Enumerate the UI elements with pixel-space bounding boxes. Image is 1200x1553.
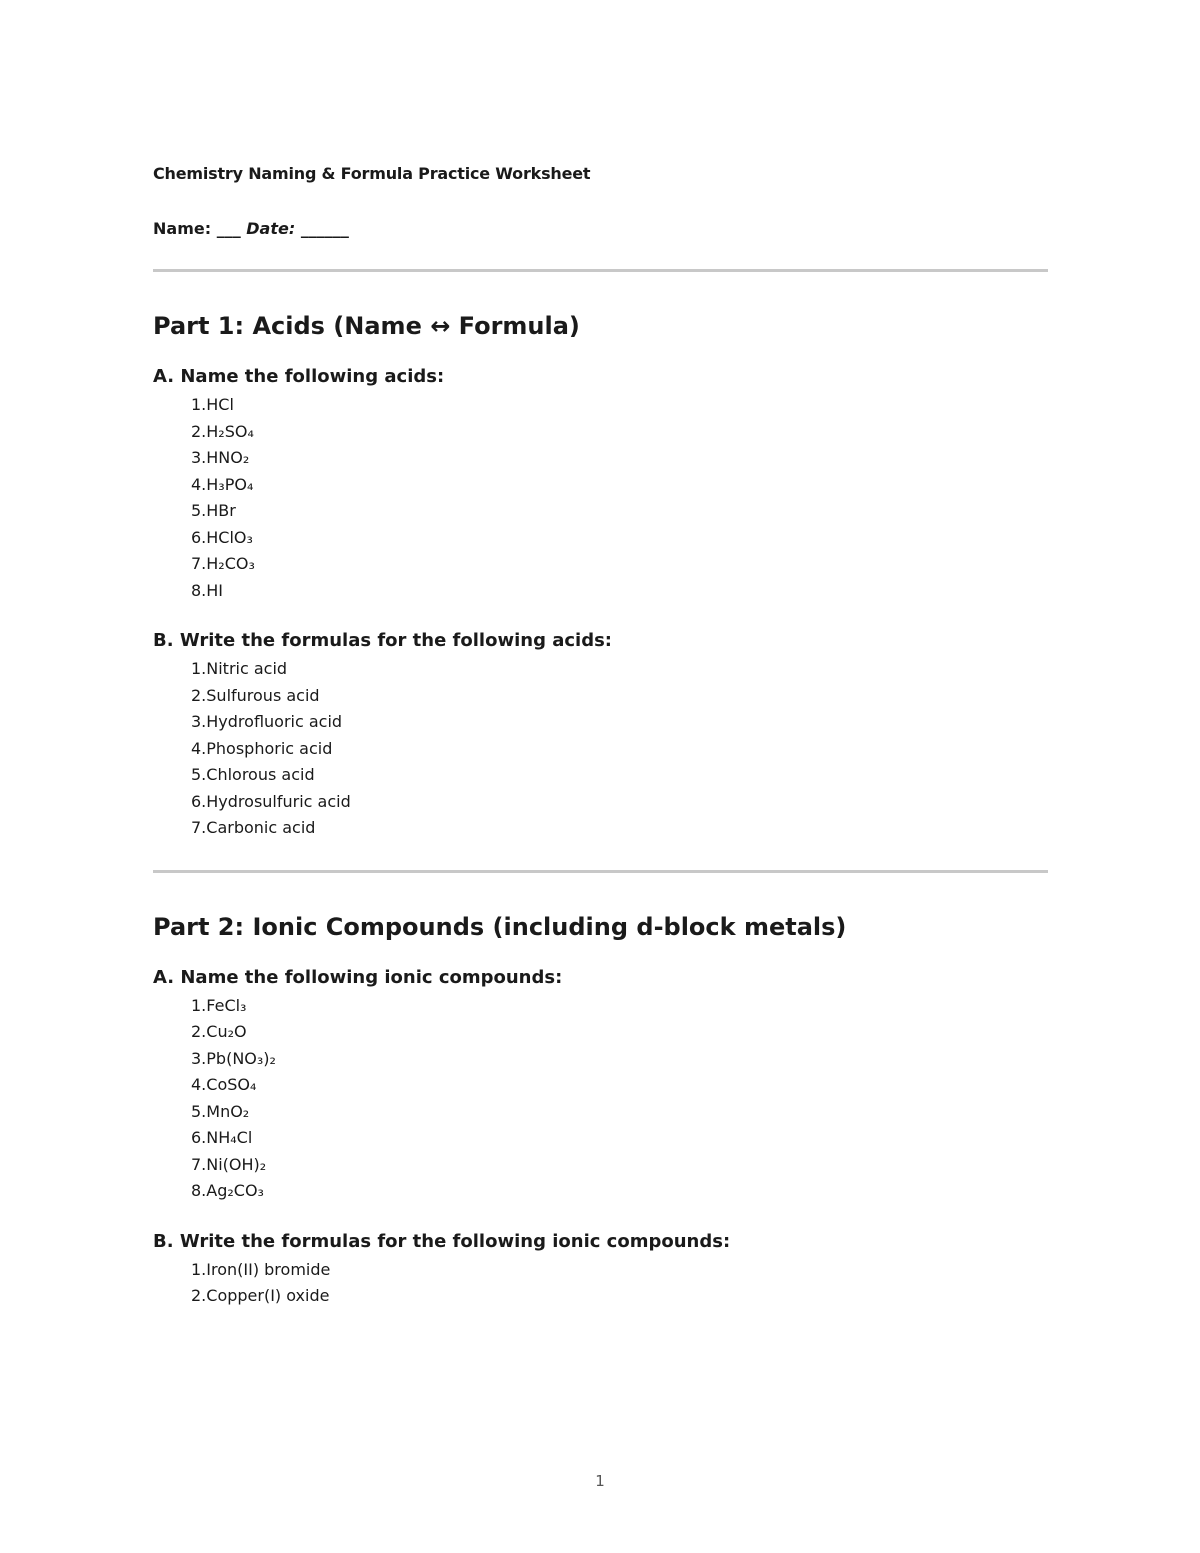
part1-section-a-list xyxy=(153,392,1048,604)
list-item: 3.Pb(NO₃)₂ xyxy=(191,1048,276,1068)
part1-section-b-list xyxy=(153,656,1048,842)
list-item: 5.MnO₂ xyxy=(191,1101,250,1121)
list-item: 8.Ag₂CO₃ xyxy=(191,1181,264,1200)
list-item: 4.CoSO₄ xyxy=(191,1075,257,1094)
list-item: 2.Cu₂O xyxy=(191,1022,247,1041)
list-item: 2.H₂SO₄ xyxy=(191,421,254,441)
list-item: 2.Copper(I) oxide xyxy=(191,1286,330,1305)
section-divider xyxy=(153,269,1048,272)
list-item: 1.Iron(II) bromide xyxy=(191,1259,331,1279)
part2-section-a-list xyxy=(153,993,1048,1205)
list-item: 5.HBr xyxy=(191,501,236,520)
list-item: 3.HNO₂ xyxy=(191,448,250,467)
part1-section-a-title: A. Name the following acids: xyxy=(153,366,445,387)
part2-section-b-list xyxy=(153,1257,1048,1310)
part1-title: Part 1: Acids (Name ↔ Formula) xyxy=(153,312,580,340)
list-item: 5.Chlorous acid xyxy=(191,765,315,784)
part1-section-b-title: B. Write the formulas for the following acids: xyxy=(153,630,613,651)
name-date-line xyxy=(153,215,1048,243)
section-divider xyxy=(153,870,1048,873)
list-item: 1.FeCl₃ xyxy=(191,995,247,1015)
list-item: 6.HClO₃ xyxy=(191,527,253,547)
list-item: 2.Sulfurous acid xyxy=(191,685,320,705)
list-item: 1.HCl xyxy=(191,395,234,414)
list-item: 4.Phosphoric acid xyxy=(191,738,333,758)
part2-section-a-title: A. Name the following ionic compounds: xyxy=(153,966,563,988)
list-item: 6.Hydrosulfuric acid xyxy=(191,791,351,811)
list-item: 4.H₃PO₄ xyxy=(191,474,254,494)
name-label: Name: xyxy=(153,219,212,238)
date-blank: ______ xyxy=(300,219,349,238)
part2-title: Part 2: Ionic Compounds (including d-block metals) xyxy=(153,912,847,941)
list-item: 8.HI xyxy=(191,580,224,600)
list-item: 7.Ni(OH)₂ xyxy=(191,1154,267,1174)
date-label: Date: xyxy=(246,219,296,238)
list-item: 7.Carbonic acid xyxy=(191,818,316,837)
list-item: 1.Nitric acid xyxy=(191,659,288,678)
document-body xyxy=(153,160,1048,1310)
list-item: 7.H₂CO₃ xyxy=(191,554,255,573)
list-item: 3.Hydrofluoric acid xyxy=(191,712,343,731)
page-number: 1 xyxy=(595,1472,605,1490)
name-blank: ___ xyxy=(216,219,241,238)
document-title: Chemistry Naming & Formula Practice Worksheet xyxy=(153,164,591,183)
list-item: 6.NH₄Cl xyxy=(191,1128,253,1147)
part2-section-b-title: B. Write the formulas for the following ionic compounds: xyxy=(153,1230,731,1252)
